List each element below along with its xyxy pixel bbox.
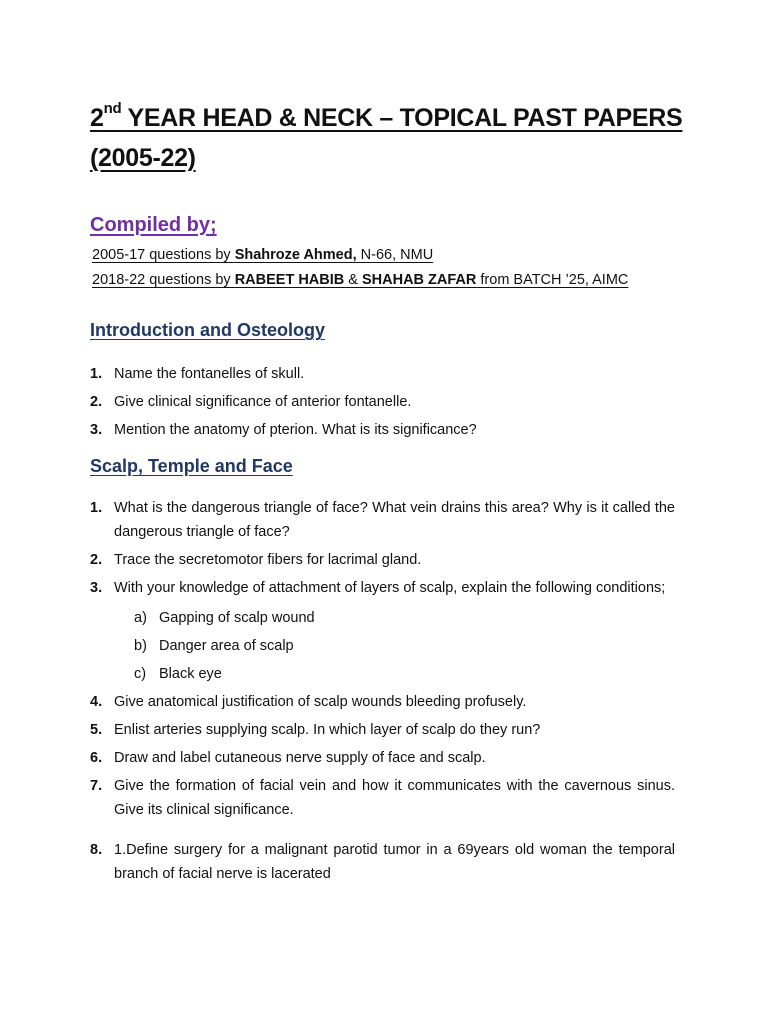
section-heading-scalp: Scalp, Temple and Face xyxy=(90,456,293,476)
osteology-question-list xyxy=(90,362,675,446)
sub-question-list xyxy=(114,606,675,686)
section-heading-osteology: Introduction and Osteology xyxy=(90,320,325,340)
credit-line-2: 2018-22 questions by RABEET HABIB & SHAHAB ZAFAR from BATCH ’25, AIMC xyxy=(92,272,629,288)
list-item: 5. Enlist arteries supplying scalp. In which layer of scalp do they run? xyxy=(90,722,541,738)
list-item: 3. Mention the anatomy of pterion. What is its significance? xyxy=(90,422,477,438)
list-item: 1. What is the dangerous triangle of face? What vein drains this area? Why is it called the dangerous triangle of face? xyxy=(90,500,675,540)
sub-list-item: a) Gapping of scalp wound xyxy=(134,610,315,626)
document-title xyxy=(90,98,690,178)
title-superscript: nd xyxy=(103,99,122,117)
sub-list-item: c) Black eye xyxy=(134,666,222,682)
title-line-2: (2005-22) xyxy=(90,144,196,172)
credit-line-1: 2005-17 questions by Shahroze Ahmed, N-66, NMU xyxy=(92,247,434,263)
scalp-question-list xyxy=(90,496,675,890)
list-item: 2. Give clinical significance of anterior fontanelle. xyxy=(90,394,412,410)
list-item: 6. Draw and label cutaneous nerve supply of face and scalp. xyxy=(90,750,486,766)
list-item: 2. Trace the secretomotor fibers for lacrimal gland. xyxy=(90,552,422,568)
compiled-by-heading: Compiled by; xyxy=(90,214,217,236)
list-item: 4. Give anatomical justification of scalp wounds bleeding profusely. xyxy=(90,694,527,710)
title-line-1: 2nd YEAR HEAD & NECK – TOPICAL PAST PAPERS xyxy=(90,99,683,132)
list-item: 3. With your knowledge of attachment of layers of scalp, explain the following conditions; a) Gapping of scalp wound b) Danger area of scalp c) Black eye xyxy=(90,576,675,686)
list-item: 7. Give the formation of facial vein and how it communicates with the cavernous sinus. Give its clinical significance. xyxy=(90,778,675,818)
sub-list-item: b) Danger area of scalp xyxy=(134,638,294,654)
list-item: 1. Name the fontanelles of skull. xyxy=(90,366,305,382)
list-item: 8. 1.Define surgery for a malignant parotid tumor in a 69years old woman the temporal branch of facial nerve is lacerated xyxy=(90,842,675,882)
